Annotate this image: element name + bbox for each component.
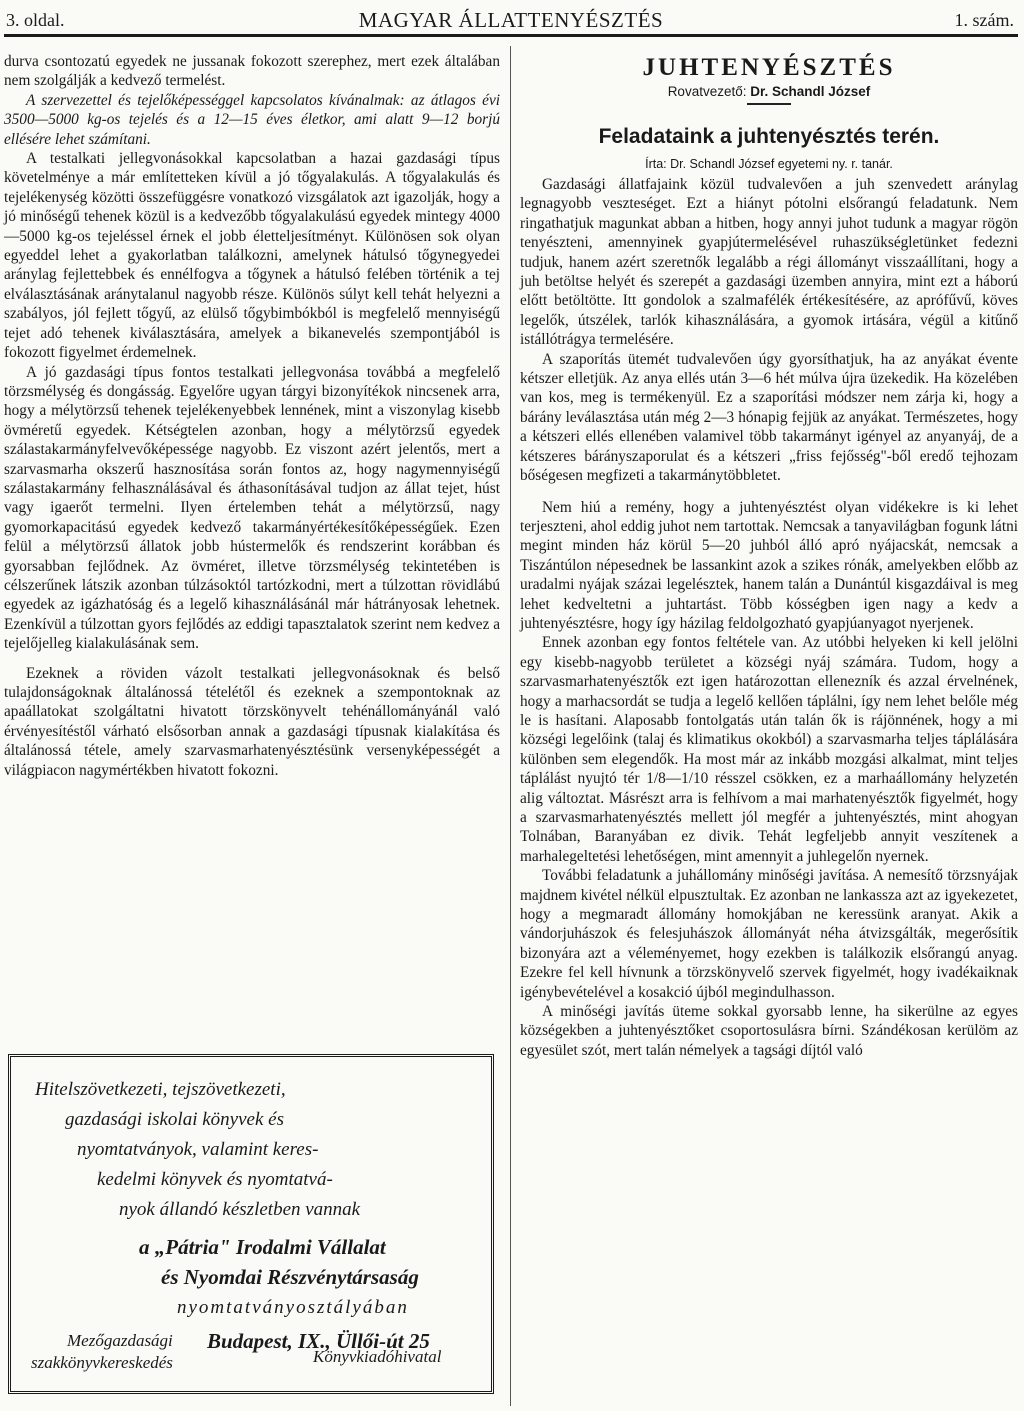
section-title: JUHTENYÉSZTÉS [642,54,896,81]
right-paragraph-3: Nem hiú a remény, hogy a juhtenyésztést olyan vidékekre is ki lehet terjeszteni, ahol eddig juhot nem tartottak. Nemcsak a tanyavilágban fogunk látni megint minden ház körül 5—20 juhból álló apró nyájacskát, nemcsak a Tiszántúlon népesednek be lassankint azok a szikes rónák, amelyekben előbb az uradalmi nyájak százai legelésztek, hanem talán a Dunántúl kisgazdáival is meg lehet kedveltetni a juhtartást. Több kósségben igen nagy a kedv a juhtenyésztésre, hogy így házilag feldolgozható gyapjúanyagot nyerjenek. [520,498,1018,632]
ad-line-9: Budapest, IX., Üllői-út 25 [207,1329,430,1353]
ad-line-7: és Nyomdai Részvénytársaság [161,1265,419,1289]
left-paragraph-1: durva csontozatú egyedek ne jussanak fokozott szerephez, mert ezek általában nem szolgálják a kedvező termelést. [4,53,500,90]
left-column [4,52,500,780]
ad-line-10: Mezőgazdasági [67,1331,173,1350]
left-paragraph-3: A testalkati jellegvonásokkal kapcsolatban a hazai gazdasági típus követelménye a már említetteken kívül a jó tőgyalakulás. A tőgyalakulás és tejelékenység közötti összefüggésre vonatkozó vizsgálatok azt igazolják, hogy a jó minőségű tehenek közül is a kedvezőbb tőgyalakulású egyedek mintegy 4000—5000 kg-os tejeléssel érnek el jobb életteljesítményt. Különösen sok olyan egyeddel lehet a gyakorlatban találkozni, amelynek hátulsó tőgynegyedei aránylag fejlettebbek és ennélfogva a tőgynek a hátulsó felében történik a tej elválasztásának aránytalanul nagyobb része. Különös súlyt kell tehát helyezni a szabályos, jól fejlett tőgyű, az elülső tőgybimbókból is megfelelő mennyiségű tejet adó tehenek kiválasztására, amelyek a bikanevelés szempontjából is fokozott figyelmet érdemelnek. [4,150,500,362]
ad-line-11: szakkönyvkereskedés [31,1353,173,1372]
ad-line-5: nyok állandó készletben vannak [119,1199,361,1220]
column-divider [510,46,511,1406]
editor-name: Dr. Schandl József [750,84,871,99]
advertisement-box [8,1054,494,1394]
section-editor [520,84,1018,99]
right-paragraph-6: A minőségi javítás üteme sokkal gyorsabb lenne, ha sikerülne az egyes községekben a juhtenyésztőket csoportosulásra bírni. Szándékosan kerülöm az egyesület szót, mert talán némelyek a tagsági díjtól való [520,1003,1018,1059]
issue-number: 1. szám. [954,10,1014,30]
ad-line-1: Hitelszövetkezeti, tejszövetkezeti, [35,1079,286,1100]
journal-title: MAGYAR ÁLLATTENYÉSZTÉS [358,8,664,32]
ad-line-3: nyomtatványok, valamint keres- [77,1139,319,1160]
page-number: 3. oldal. [6,10,65,30]
right-paragraph-2: A szaporítás ütemét tudvalevően úgy gyorsíthatjuk, ha az anyákat évente kétszer elletjük. Az anya ellés után 3—6 hét múlva újra üzekedik. Ha közelében van kos, meg is termékenyül. Ez a szaporítási módszer nem zárja ki, hogy a bárány leválasztása után még 2—3 hónapig fejjük az anyákat. Természetes, hogy a kétszeri ellés ellenében valamivel több takarmányt igényel az anyanyáj, de a kétszeres bárányszaporulat és a kétszeri „friss fejősség"-ből eredő tejhozam bőségesen megfizeti a takarmánytöbbletet. [520,350,1018,485]
left-paragraph-5: Ezeknek a röviden vázolt testalkati jellegvonásoknak és belső tulajdonságoknak általánossá tételétől és ezeknek a szempontoknak az apaállatokat szolgáltatni hivatott törzskönyvelt tehénállományánál való érvényesítéstől várható elsősorban annak a gazdasági típusnak kialakítása és általánossá tétele, amely szarvasmarhatenyésztésünk versenyképességét a világpiacon nagymértékben hivatott fokozni. [4,664,500,779]
right-paragraph-1: Gazdasági állatfajaink közül tudvalevően a juh szenvedett aránylag legnagyobb veszteséget. Ezt a hiányt pótolni elsőrangú feladatunk. Nem ringathatjuk magunkat abban a hitben, hogy annyi juhot tudunk a magyar rögön tenyészteni, amennyinek gyapjútermelésével ruhaszükségletünket fedezni tudjuk, hanem azért szeretnők legalább a régi állományt visszaállítani, hogy a juh betöltse helyét és szerepét a gazdasági üzemben annyira, mint ezt a háború előtt betöltötte. Itt gondolok a szalmafélék értékesítésére, az aprófűvű, köves legelők, útszélek, tarlók kihasználására, a gyomok irtására, végül a kitűnő istállótrágya termelésére. [520,176,1018,349]
ad-line-12: Könyvkiadóhivatal [313,1347,442,1366]
editor-prefix: Rovatvezető: [667,84,747,99]
right-paragraph-4: Ennek azonban egy fontos feltétele van. Az utóbbi helyeken ki kell jelölni egy kisebb-nagyobb területet a községi nyáj számára. Tudom, hogy a szarvasmarhatenyésztők ezt igen határozottan ellenezník és azzal érvelnének, hogy a marhacsordát se tudja a legelő kellően táplálni, így nem lehet belőle még le is hasítani. Alaposabb fontolgatás után talán ők is rájönnének, hogy a mi községi legelőink (talaj és klimatikus okokból) a szarvasmarha teljes táplálására különben sem elegendők. Ha most már az inkább mozgási alkalmat, mint teljes táplálást nyujtó tér 1/8—1/10 résszel csökken, ez a marhaállomány helyzetén alig változtat. Másrészt arra is felhívom a mai marhatenyésztők figyelmét, hogy a szarvasmarhatenyésztés mellett jól megfér a juhtenyésztés, mint ahogyan Tolnában, Baranyában ez divik. Tehát legfeljebb annyit veszítenek a marhalegeltetési lehetőségen, mint amennyit a juhlegelőn nyernek. [520,634,1018,865]
title-rule [747,103,791,105]
page-header [4,6,1018,37]
article-title: Feladataink a juhtenyésztés terén. [598,125,940,148]
ad-line-6: a „Pátria" Irodalmi Vállalat [139,1235,386,1259]
ad-line-2: gazdasági iskolai könyvek és [65,1109,284,1130]
left-paragraph-4: A jó gazdasági típus fontos testalkati jellegvonása továbbá a megfelelő törzsmélység és dongásság. Egyelőre ugyan tárgyi bizonyítékok nincsenek arra, hogy a mélytörzsű tehenek tejelékenyebbek lennének, mint a viszonylag kisebb övméretű egyedek. Kétségtelen azonban, hogy a mélytörzsű egyedek szálastakarmányfelvevőképessége nagyobb. Ez viszont azért jelentős, mert a szarvasmarha okszerű hasznosítása során fontos az, hogy nagymennyiségű szálastakarmány felhasználásával és áthasonításával tudjon az állat tejet, húst vagy igaerőt termelni. Ilyen értelemben tehát a mélytörzsű, nagy gyomorkapacitású egyedek kedvező takarmányértékesítőképességűek. Ezen felül a mélytörzsű állatok jobb hústermelők és rendszerint korábban és gyorsabban fejlődnek. Az övméret, illetve törzsmélység tekintetében is célszerűnek látszik azonban túlzásoktól tartózkodni, mert a túlzottan rövidlábú egyedek az igázhatóság és a legelő kihasználásánál már hátrányosak lehetnek. Ezenkívül a túlzottan gyors fejlődés az eddigi tapasztalatok szerint nem kedvez a tejelőjelleg kialakulásának sem. [4,363,500,653]
ad-line-4: kedelmi könyvek és nyomtatvá- [97,1169,333,1190]
ad-line-8: nyomtatványosztályában [177,1297,409,1318]
article-author: Írta: Dr. Schandl József egyetemi ny. r. tanár. [645,157,893,171]
right-column [520,52,1018,1060]
right-paragraph-5: További feladatunk a juhállomány minőségi javítása. A nemesítő törzsnyájak majdnem kivétel nélkül elpusztultak. Ez azonban ne lankassza azt az igyekezetet, hogy a megmaradt állomány homokjában ne keressünk aranyat. Akik a vándorjuhászok és felesjuhászok állományát néha átvizsgálták, megerősítik bizonyára azt a véleményemet, hogy ezekben is találkozik elsőrangú anyag. Ezekre fel kell hívnunk a törzskönyvelő szervek figyelmét, hogy ivadékaiknak igénybevételével a kosakció újból megindulhasson. [520,867,1018,1001]
left-paragraph-2: A szervezettel és tejelőképességgel kapcsolatos kívánalmak: az átlagos évi 3500—5000 kg-os tejelés és a 12—15 éves életkor, ami alatt 9—12 borjú ellésére lehet számítani. [4,91,500,148]
